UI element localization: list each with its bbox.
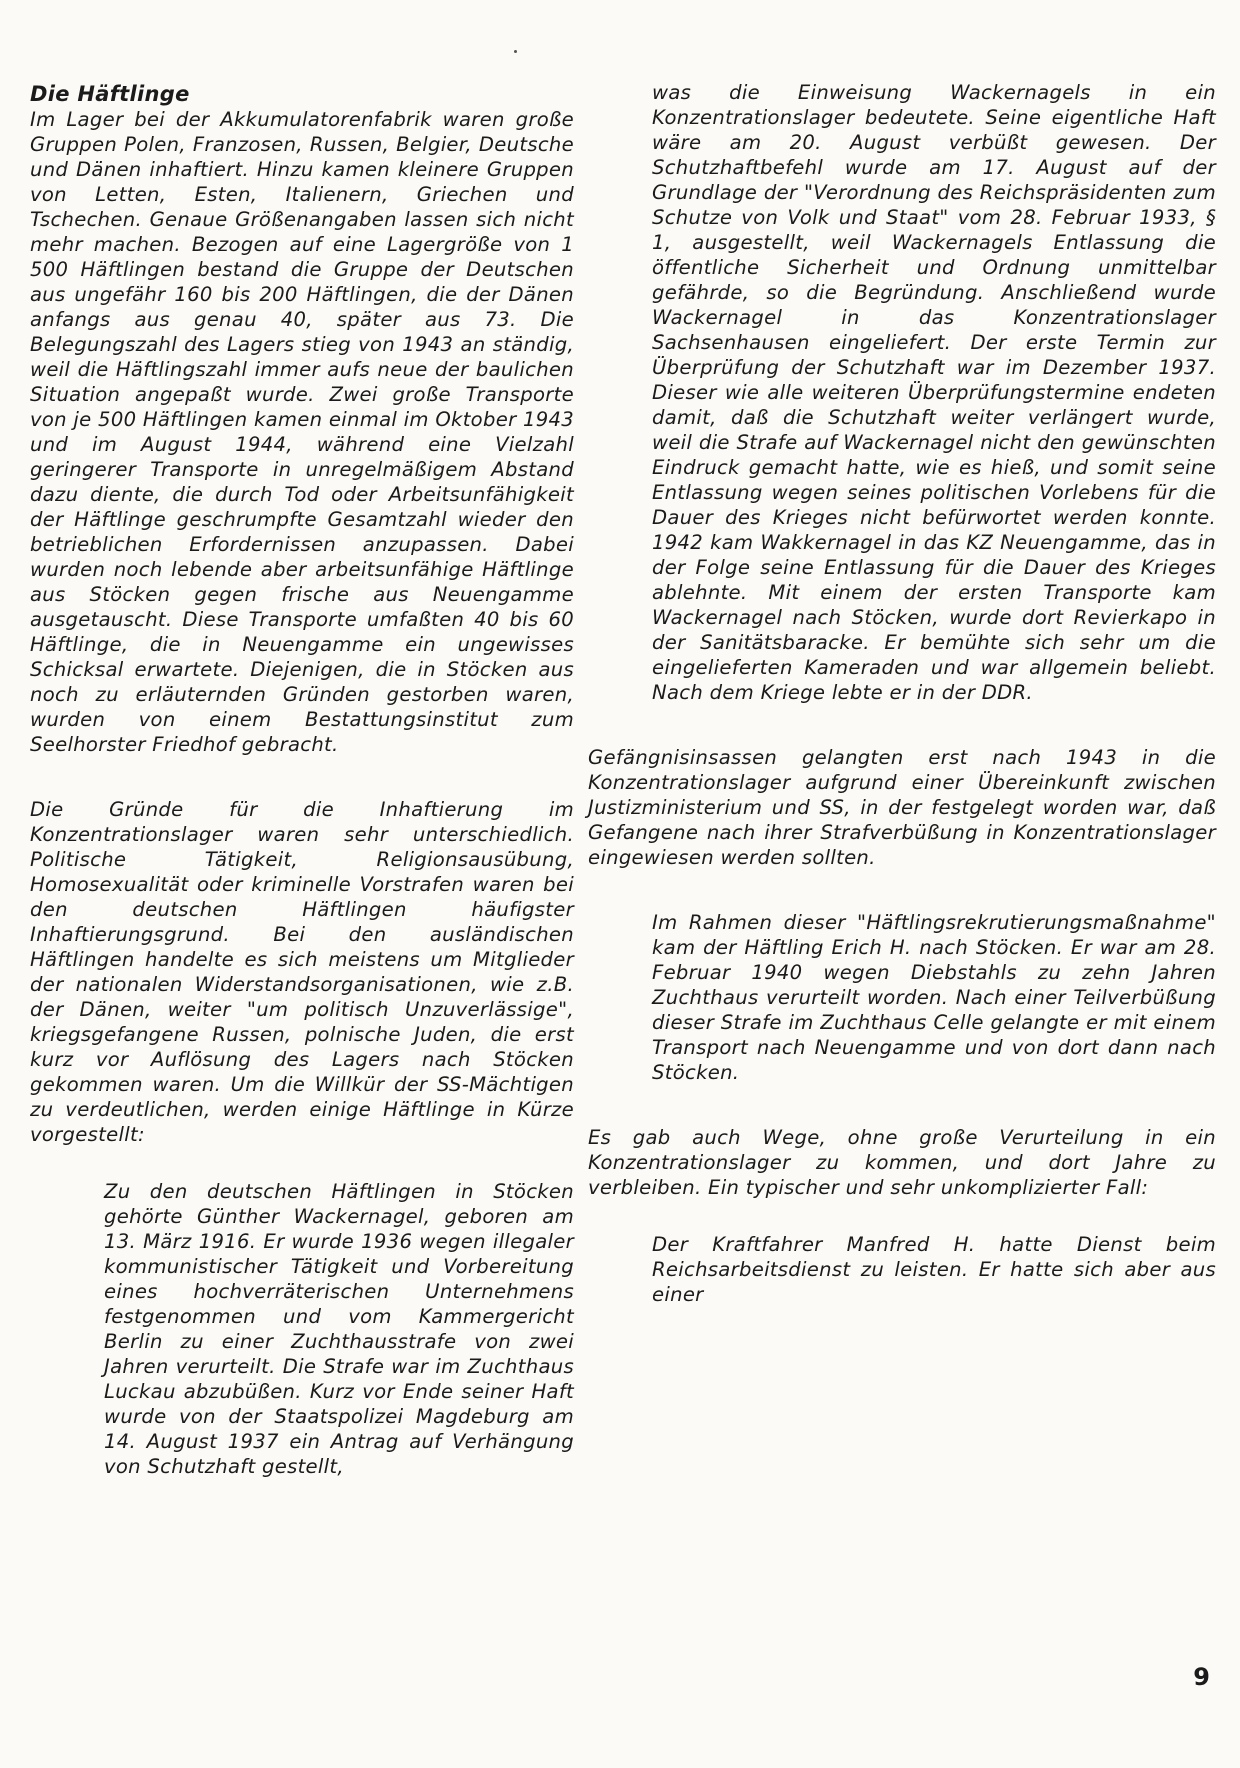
scan-speck <box>514 50 517 53</box>
right-column <box>588 80 1216 1307</box>
paragraph-6: Im Rahmen dieser "Häftlingsrekrutierungsmaßnahme" kam der Häftling Erich H. nach Stöcken. Er war am 28. Februar 1940 wegen Diebstahls zu zehn Jahren Zuchthaus verurteilt worden. Nach einer Teilverbüßung dieser Strafe im Zuchthaus Celle gelangte er mit einem Transport nach Neuengamme und von dort dann nach Stöcken. <box>652 911 1216 1084</box>
page-number: 9 <box>1193 1663 1210 1691</box>
left-column <box>30 82 574 1479</box>
section-heading: Die Häftlinge <box>30 82 190 106</box>
paragraph-1: Im Lager bei der Akkumulatorenfabrik waren große Gruppen Polen, Franzosen, Russen, Belgier, Deutsche und Dänen inhaftiert. Hinzu kamen kleinere Gruppen von Letten, Esten, Italienern, Griechen und Tschechen. Genaue Größenangaben lassen sich nicht mehr machen. Bezogen auf eine Lagergröße von 1 500 Häftlingen bestand die Gruppe der Deutschen aus ungefähr 160 bis 200 Häftlingen, die der Dänen anfangs aus genau 40, später aus 73. Die Belegungszahl des Lagers stieg von 1943 an ständig, weil die Häftlingszahl immer aufs neue der baulichen Situation angepaßt wurde. Zwei große Transporte von je 500 Häftlingen kamen einmal im Oktober 1943 und im August 1944, während eine Vielzahl geringerer Transporte in unregelmäßigem Abstand dazu diente, die durch Tod oder Arbeitsunfähigkeit der Häftlinge geschrumpfte Gesamtzahl wieder den betrieblichen Erfordernissen anzupassen. Dabei wurden noch lebende aber arbeitsunfähige Häftlinge aus Stöcken gegen frische aus Neuengamme ausgetauscht. Diese Transporte umfaßten 40 bis 60 Häftlinge, die in Neuengamme ein ungewisses Schicksal erwartete. Diejenigen, die in Stöcken aus noch zu erläuternden Gründen gestorben waren, wurden von einem Bestattungsinstitut zum Seelhorster Friedhof gebracht. <box>30 108 575 756</box>
paragraph-2: Die Gründe für die Inhaftierung im Konzentrationslager waren sehr unterschiedlich. Politische Tätigkeit, Religionsausübung, Homosexualität oder kriminelle Vorstrafen waren bei den deutschen Häftlingen häufigster Inhaftierungsgrund. Bei den ausländischen Häftlingen handelte es sich meistens um Mitglieder der nationalen Widerstandsorganisationen, wie z.B. der Dänen, weiter "um politisch Unzuverlässige", kriegsgefangene Russen, polnische Juden, die erst kurz vor Auflösung des Lagers nach Stöcken gekommen waren. Um die Willkür der SS-Mächtigen zu verdeutlichen, werden einige Häftlinge in Kürze vorgestellt: <box>30 798 574 1146</box>
paragraph-4: was die Einweisung Wackernagels in ein Konzentrationslager bedeutete. Seine eigentliche Haft wäre am 20. August verbüßt gewesen. Der Schutzhaftbefehl wurde am 17. August auf der Grundlage der "Verordnung des Reichspräsidenten zum Schutze von Volk und Staat" vom 28. Februar 1933, § 1, ausgestellt, weil Wackernagels Entlassung die öffentliche Sicherheit und Ordnung unmittelbar gefährde, so die Begründung. Anschließend wurde Wackernagel in das Konzentrationslager Sachsenhausen eingeliefert. Der erste Termin zur Überprüfung der Schutzhaft war im Dezember 1937. Dieser wie alle weiteren Überprüfungstermine endeten damit, daß die Schutzhaft weiter verlängert wurde, weil die Strafe auf Wackernagel nicht den gewünschten Eindruck gemacht hatte, wie es hieß, und somit seine Entlassung wegen seines politischen Vorlebens für die Dauer des Krieges nicht befürwortet werden konnte. 1942 kam Wakkernagel in das KZ Neuengamme, das in der Folge seine Entlassung für die Dauer des Krieges ablehnte. Mit einem der ersten Transporte kam Wackernagel nach Stöcken, wurde dort Revierkapo in der Sanitätsbaracke. Er bemühte sich sehr um die eingelieferten Kameraden und war allgemein beliebt. Nach dem Kriege lebte er in der DDR. <box>652 81 1216 704</box>
paragraph-5: Gefängnisinsassen gelangten erst nach 1943 in die Konzentrationslager aufgrund einer Übereinkunft zwischen Justizministerium und SS, in der festgelegt worden war, daß Gefangene nach ihrer Strafverbüßung in Konzentrationslager eingewiesen werden sollten. <box>588 746 1216 869</box>
paragraph-8: Der Kraftfahrer Manfred H. hatte Dienst beim Reichsarbeitsdienst zu leisten. Er hatte sich aber aus einer <box>652 1233 1216 1306</box>
paragraph-7: Es gab auch Wege, ohne große Verurteilung in ein Konzentrationslager zu kommen, und dort Jahre zu verbleiben. Ein typischer und sehr unkomplizierter Fall: <box>588 1126 1216 1199</box>
paragraph-3: Zu den deutschen Häftlingen in Stöcken gehörte Günther Wackernagel, geboren am 13. März 1916. Er wurde 1936 wegen illegaler kommunistischer Tätigkeit und Vorbereitung eines hochverräterischen Unternehmens festgenommen und vom Kammergericht Berlin zu einer Zuchthausstrafe von zwei Jahren verurteilt. Die Strafe war im Zuchthaus Luckau abzubüßen. Kurz vor Ende seiner Haft wurde von der Staatspolizei Magdeburg am 14. August 1937 ein Antrag auf Verhängung von Schutzhaft gestellt, <box>104 1180 574 1478</box>
